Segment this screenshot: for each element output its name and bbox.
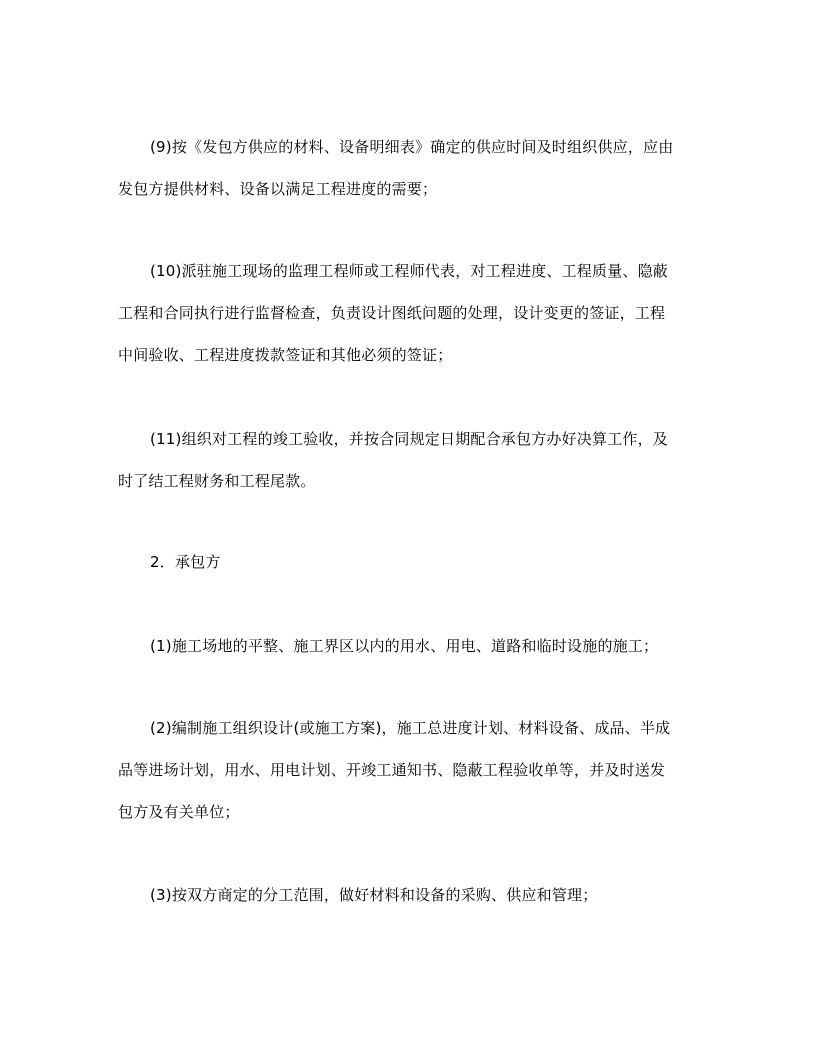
paragraph-line: 包方及有关单位；	[118, 803, 240, 821]
paragraph-item-11	[118, 418, 698, 502]
section-heading-line: 2．承包方	[150, 553, 221, 571]
paragraph-line: (10)派驻施工现场的监理工程师或工程师代表，对工程进度、工程质量、隐蔽	[150, 262, 668, 280]
paragraph-line: 品等进场计划，用水、用电计划、开竣工通知书、隐蔽工程验收单等，并及时送发	[118, 761, 666, 779]
paragraph-item-9	[118, 126, 698, 210]
paragraph-line: (2)编制施工组织设计(或施工方案)，施工总进度计划、材料设备、成品、半成	[150, 719, 671, 737]
paragraph-line: (9)按《发包方供应的材料、设备明细表》确定的供应时间及时组织供应，应由	[150, 138, 674, 156]
paragraph-item-3	[118, 874, 698, 916]
paragraph-line: (11)组织对工程的竣工验收，并按合同规定日期配合承包方办好决算工作，及	[150, 430, 668, 448]
paragraph-item-2	[118, 707, 698, 833]
paragraph-line: 工程和合同执行进行监督检查，负责设计图纸问题的处理，设计变更的签证，工程	[118, 304, 666, 322]
paragraph-item-1	[118, 625, 698, 667]
paragraph-line: (1)施工场地的平整、施工界区以内的用水、用电、道路和临时设施的施工；	[150, 637, 659, 655]
paragraph-line: 发包方提供材料、设备以满足工程进度的需要；	[118, 180, 438, 198]
section-heading-contractor	[118, 541, 698, 583]
paragraph-line: 中间验收、工程进度拨款签证和其他必须的签证；	[118, 346, 453, 364]
paragraph-line: (3)按双方商定的分工范围，做好材料和设备的采购、供应和管理；	[150, 886, 598, 904]
paragraph-item-10	[118, 250, 698, 376]
paragraph-line: 时了结工程财务和工程尾款。	[118, 472, 316, 490]
